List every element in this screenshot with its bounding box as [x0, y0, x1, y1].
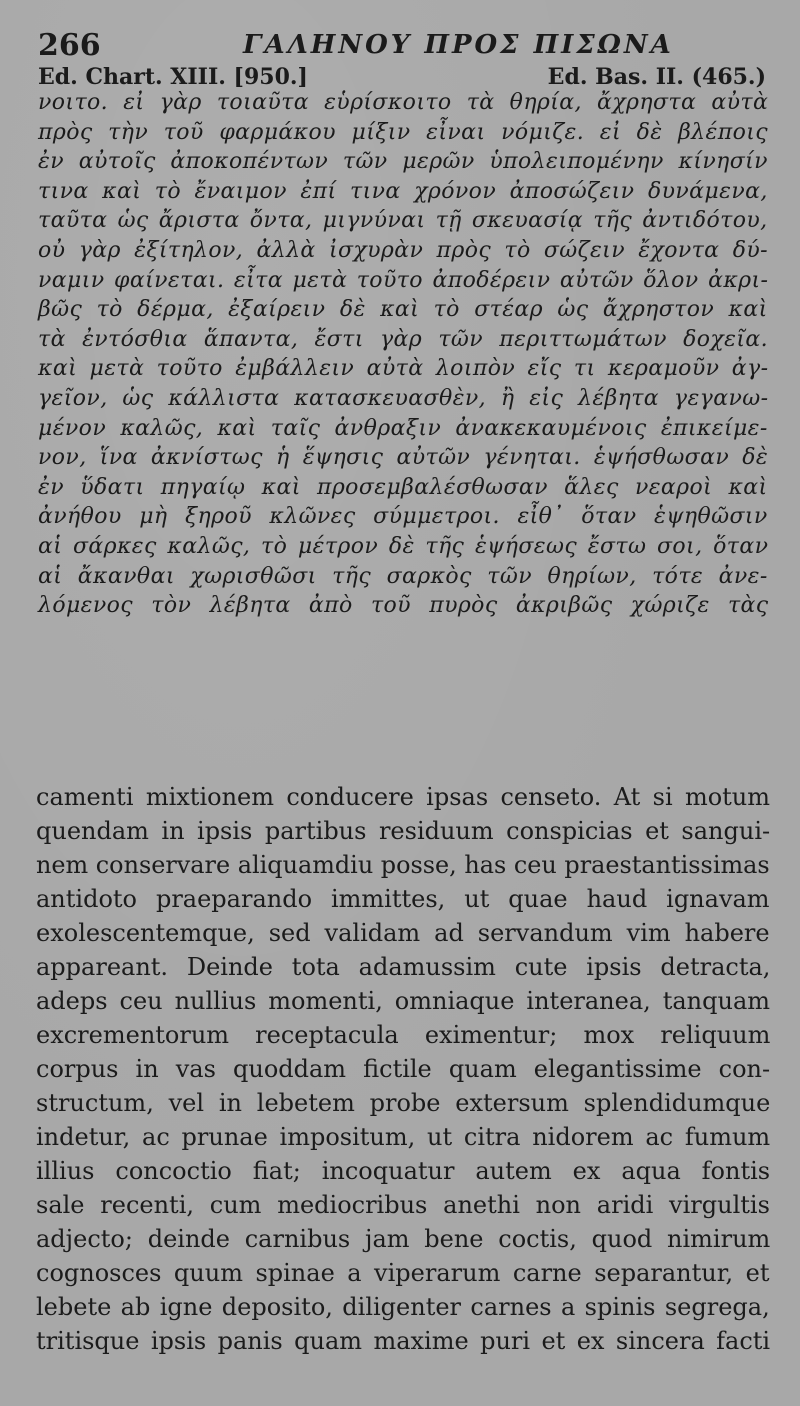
latin-text-line: quendam in ipsis partibus residuum conspicias et sangui-: [36, 817, 771, 845]
greek-text-block: [38, 88, 768, 621]
latin-text-line: exolescentemque, sed validam ad servandum vim habere: [36, 919, 770, 947]
greek-text-line: μένον καλῶς, καὶ ταῖς ἀνθραξιν ἀνακεκαυμένοις ἐπικείμε-: [38, 415, 768, 441]
latin-text-block: [36, 780, 770, 1358]
greek-text-line: αἱ σάρκες καλῶς, τὸ μέτρον δὲ τῆς ἑψήσεως ἔστω σοι, ὅταν: [38, 533, 769, 559]
page-number: 266: [38, 28, 101, 63]
running-title: ΓΑΛΗΝΟΥ ΠΡΟΣ ΠΙΣΩΝΑ: [243, 30, 674, 60]
page-header: [38, 28, 770, 68]
greek-text-line: τὰ ἐντόσθια ἅπαντα, ἔστι γὰρ τῶν περιττωμάτων δοχεῖα.: [38, 326, 768, 352]
greek-text-line: γεῖον, ὡς κάλλιστα κατασκευασθὲν, ἢ εἰς λέβητα γεγανω-: [38, 385, 769, 411]
latin-text-line: appareant. Deinde tota adamussim cute ipsis detracta,: [36, 953, 771, 981]
greek-text-line: ναμιν φαίνεται. εἶτα μετὰ τοῦτο ἀποδέρειν αὐτῶν ὅλον ἀκρι-: [38, 267, 769, 293]
greek-text-line: νον, ἵνα ἀκνίστως ἡ ἕψησις αὐτῶν γένηται. ἑψήσθωσαν δὲ: [38, 445, 769, 471]
greek-text-line: ταῦτα ὡς ἄριστα ὄντα, μιγνύναι τῇ σκευασίᾳ τῆς ἀντιδότου,: [38, 208, 768, 234]
greek-text-line: ἐν αὐτοῖς ἀποκοπέντων τῶν μερῶν ὑπολειπομένην κίνησίν: [38, 149, 768, 175]
latin-text-line: illius concoctio fiat; incoquatur autem ex aqua fontis: [36, 1157, 771, 1185]
latin-text-line: excrementorum receptacula eximentur; mox reliquum: [36, 1021, 771, 1049]
latin-text-line: cognosces quum spinae a viperarum carne separantur, et: [36, 1259, 770, 1287]
latin-text-line: tritisque ipsis panis quam maxime puri et ex sincera facti: [36, 1327, 771, 1355]
latin-text-line: adjecto; deinde carnibus jam bene coctis, quod nimirum: [36, 1225, 771, 1253]
latin-text-line: lebete ab igne deposito, diligenter carnes a spinis segrega,: [36, 1293, 770, 1321]
greek-text-line: βῶς τὸ δέρμα, ἐξαίρειν δὲ καὶ τὸ στέαρ ὡς ἄχρηστον καὶ: [38, 297, 768, 323]
latin-text-line: nem conservare aliquamdiu posse, has ceu praestantissimas: [36, 851, 770, 879]
greek-text-line: ἐν ὕδατι πηγαίῳ καὶ προσεμβαλέσθωσαν ἅλες νεαροὶ καὶ: [38, 474, 768, 500]
latin-text-line: antidoto praeparando immittes, ut quae haud ignavam: [36, 885, 770, 913]
greek-text-line: καὶ μετὰ τοῦτο ἐμβάλλειν αὐτὰ λοιπὸν εἴς τι κεραμοῦν ἀγ-: [38, 356, 769, 382]
latin-text-line: sale recenti, cum mediocribus anethi non aridi virgultis: [36, 1191, 770, 1219]
greek-text-line: λόμενος τὸν λέβητα ἀπὸ τοῦ πυρὸς ἀκριβῶς χώριζε τὰς: [38, 593, 769, 619]
greek-text-line: αἱ ἄκανθαι χωρισθῶσι τῆς σαρκὸς τῶν θηρίων, τότε ἀνε-: [38, 563, 768, 589]
edition-ref-chartier: Ed. Chart. XIII. [950.]: [38, 64, 308, 90]
greek-text-line: τινα καὶ τὸ ἔναιμον ἐπί τινα χρόνον ἀποσώζειν δυνάμενα,: [38, 178, 768, 204]
greek-text-line: ἀνήθου μὴ ξηροῦ κλῶνες σύμμετροι. εἶθ᾽ ὅταν ἑψηθῶσιν: [38, 504, 768, 530]
greek-text-line: πρὸς τὴν τοῦ φαρμάκου μίξιν εἶναι νόμιζε. εἰ δὲ βλέποις: [38, 119, 768, 145]
latin-text-line: camenti mixtionem conducere ipsas censeto. At si motum: [36, 783, 771, 811]
edition-ref-basel: Ed. Bas. II. (465.): [547, 64, 766, 90]
latin-text-line: structum, vel in lebetem probe extersum splendidumque: [36, 1089, 771, 1117]
greek-text-line: νοιτο. εἰ γὰρ τοιαῦτα εὑρίσκοιτο τὰ θηρία, ἄχρηστα αὐτὰ: [38, 90, 769, 115]
latin-text-line: indetur, ac prunae impositum, ut citra nidorem ac fumum: [36, 1123, 771, 1151]
latin-text-line: corpus in vas quoddam fictile quam elegantissime con-: [36, 1055, 771, 1083]
greek-text-line: οὐ γὰρ ἐξίτηλον, ἀλλὰ ἰσχυρὰν πρὸς τὸ σώζειν ἔχοντα δύ-: [38, 237, 768, 263]
latin-text-line: adeps ceu nullius momenti, omniaque interanea, tanquam: [36, 987, 771, 1015]
